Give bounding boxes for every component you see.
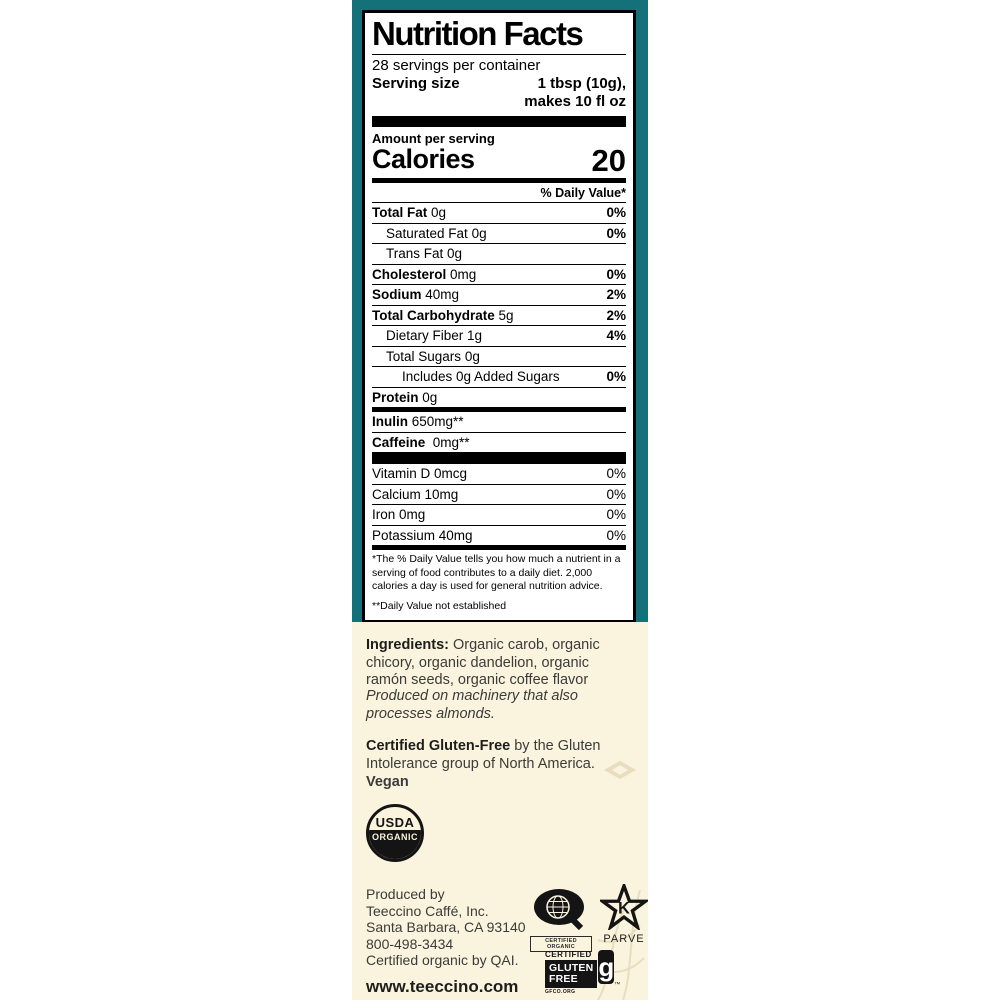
nutrition-facts-label xyxy=(362,10,636,623)
table-row: Sodium 40mg 2% xyxy=(372,284,626,305)
table-row: Cholesterol 0mg 0% xyxy=(372,264,626,285)
website-text: www.teeccino.com xyxy=(366,977,519,996)
gfco-url: GFCO.ORG xyxy=(545,989,576,996)
gluten-free-paragraph: Certified Gluten-Free by the Gluten Intolerance group of North America. xyxy=(366,738,601,772)
daily-value-footnote: *The % Daily Value tells you how much a nutrient in a serving of food contributes to a daily diet. 2,000 calories a day is used for general nutrition advice. xyxy=(372,553,621,593)
divider-bar-thick xyxy=(372,452,626,464)
producer-line: Santa Barbara, CA 93140 xyxy=(366,919,526,936)
gluten-free-label: Certified Gluten-Free xyxy=(366,738,511,754)
serving-size-row xyxy=(372,75,626,113)
producer-info xyxy=(366,886,526,969)
producer-line: 800-498-3434 xyxy=(366,935,454,952)
not-established-footnote: **Daily Value not established xyxy=(372,600,507,613)
info-panel xyxy=(352,622,648,1000)
producer-line: Teeccino Caffé, Inc. xyxy=(366,902,489,919)
table-row: Total Fat 0g 0% xyxy=(372,205,626,221)
ingredients-label: Ingredients: xyxy=(366,637,449,653)
gfco-gluten-free-box: GLUTEN FREE xyxy=(545,960,597,988)
certified-gluten-free-logo xyxy=(545,950,621,996)
qai-globe-icon xyxy=(533,888,589,930)
usda-seal-top-text: USDA xyxy=(375,815,415,831)
serving-size-value: 1 tbsp (10g), makes 10 fl oz xyxy=(524,74,626,111)
gfco-trademark: ™ xyxy=(614,982,621,989)
table-row: Calcium 10mg 0% xyxy=(372,484,626,505)
table-row: Protein 0g xyxy=(372,387,626,408)
table-row: Trans Fat 0g xyxy=(372,243,626,264)
svg-text:K: K xyxy=(618,899,630,918)
usda-seal-bottom-text: ORGANIC xyxy=(369,830,421,859)
calories-row xyxy=(372,144,626,178)
nutrient-rows xyxy=(372,203,626,407)
qai-certified-organic-logo xyxy=(530,888,592,952)
table-row: Includes 0g Added Sugars 0% xyxy=(372,366,626,387)
cream-background xyxy=(352,622,648,1000)
qai-caption: CERTIFIED ORGANIC xyxy=(530,936,592,952)
package-panel xyxy=(352,0,648,1000)
vitamin-rows xyxy=(372,464,626,545)
gfco-certified-text: CERTIFIED xyxy=(545,950,592,959)
daily-value-header: % Daily Value* xyxy=(372,183,626,203)
table-row: Total Sugars 0g xyxy=(372,346,626,367)
table-row: Caffeine 0mg** xyxy=(372,432,626,453)
table-row: Dietary Fiber 1g 4% xyxy=(372,325,626,346)
gfco-g-icon: g xyxy=(598,950,614,984)
parve-caption: PARVE xyxy=(603,933,645,945)
divider-bar-thick xyxy=(372,116,626,127)
producer-line: Certified organic by QAI. xyxy=(366,952,519,969)
usda-organic-seal xyxy=(366,804,424,862)
teal-background xyxy=(352,0,648,622)
allergen-notice: Produced on machinery that also processes almonds. xyxy=(366,688,578,722)
star-k-parve-logo xyxy=(600,884,648,945)
servings-per-container: 28 servings per container xyxy=(372,56,541,74)
producer-line: Produced by xyxy=(366,886,445,902)
extra-nutrient-rows xyxy=(372,412,626,452)
amount-per-serving: Amount per serving xyxy=(372,131,495,147)
table-row: Potassium 40mg 0% xyxy=(372,525,626,546)
star-k-icon xyxy=(600,884,648,930)
serving-size-label: Serving size xyxy=(372,74,460,92)
ingredients-paragraph: Ingredients: Organic carob, organic chicory, organic dandelion, organic ramón seeds, organic coffee flavor xyxy=(366,637,600,689)
table-row: Iron 0mg 0% xyxy=(372,504,626,525)
nutrition-facts-title: Nutrition Facts xyxy=(372,17,626,55)
calories-value: 20 xyxy=(591,143,626,179)
table-row: Total Carbohydrate 5g 2% xyxy=(372,305,626,326)
calories-label: Calories xyxy=(372,144,475,175)
table-row: Inulin 650mg** xyxy=(372,414,464,430)
table-row: Vitamin D 0mcg 0% xyxy=(372,466,626,482)
table-row: Saturated Fat 0g 0% xyxy=(372,223,626,244)
vegan-label: Vegan xyxy=(366,774,409,790)
